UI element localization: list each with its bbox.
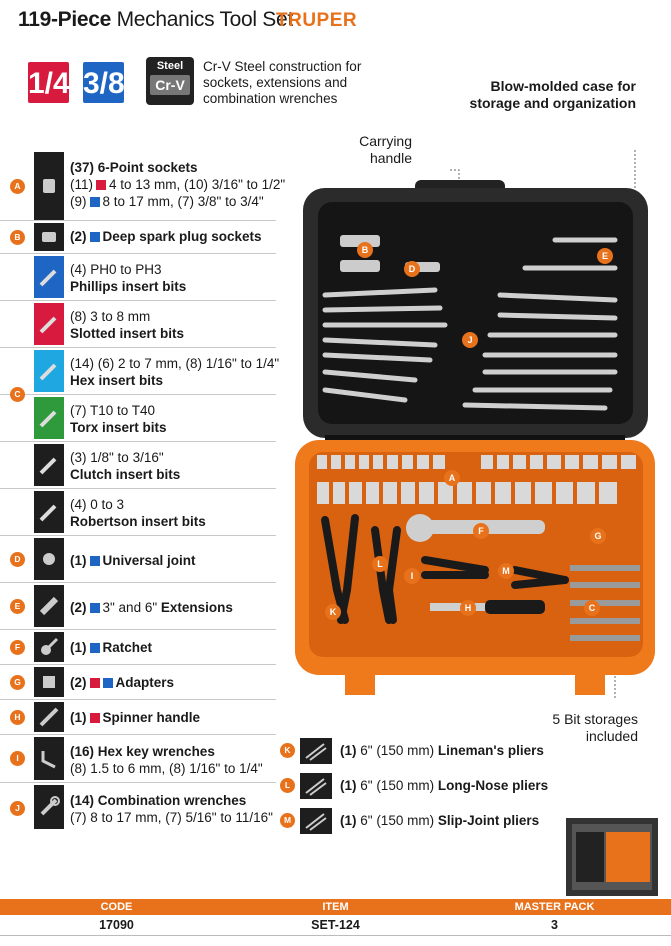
case-label-j: J — [467, 335, 473, 345]
list-item-lineman-pliers: K (1) 6" (150 mm) Lineman's pliers — [280, 738, 540, 764]
item-letter-b: B — [10, 230, 25, 245]
case-label-f: F — [478, 526, 484, 536]
handle-callout: Carrying handle — [359, 133, 412, 166]
page-title: 119-Piece Mechanics Tool Set — [18, 8, 293, 31]
item-letter-l: L — [280, 778, 295, 793]
deep-socket-icon — [34, 223, 64, 251]
spinner-handle-icon — [34, 702, 64, 732]
item-letter-f: F — [10, 640, 25, 655]
sockets-title: (37) 6-Point sockets — [70, 160, 198, 175]
case-label-h: H — [464, 603, 472, 613]
product-info-table — [0, 899, 671, 936]
item-letter-g: G — [10, 675, 25, 690]
list-item-extensions: E (2) 3" and 6" Extensions — [0, 583, 276, 630]
item-letter-i: I — [10, 751, 25, 766]
case-callout: Blow-molded case for storage and organization — [469, 78, 636, 111]
hex-bit-icon — [34, 350, 64, 392]
list-item-hex-bits: C (14) (6) 2 to 7 mm, (8) 1/16" to 1/4" Hex insert bits — [0, 348, 276, 395]
brand-logo: TRUPER — [276, 10, 358, 31]
phillips-bit-icon — [34, 256, 64, 298]
extension-icon — [34, 585, 64, 627]
list-item-spinner-handle: H (1) Spinner handle — [0, 700, 276, 735]
list-item-torx-bits: (7) T10 to T40 Torx insert bits — [0, 395, 276, 442]
item-letter-e: E — [10, 599, 25, 614]
steel-badge: Steel Cr-V — [146, 57, 194, 105]
list-item-hex-keys: I (16) Hex key wrenches (8) 1.5 to 6 mm, (8) 1/16" to 1/4" — [0, 735, 276, 783]
list-item-slip-joint-pliers: M (1) 6" (150 mm) Slip-Joint pliers — [280, 808, 540, 834]
pliers-icon — [300, 808, 332, 834]
case-label-a: A — [448, 473, 456, 483]
combination-wrench-icon — [34, 785, 64, 829]
socket-icon — [34, 152, 64, 220]
list-item-slotted-bits: (8) 3 to 8 mm Slotted insert bits — [0, 301, 276, 348]
sockets-three-eighths-sizes: (9) 8 to 17 mm, (7) 3/8" to 3/4" — [70, 194, 264, 209]
steel-description: Cr-V Steel construction for sockets, extensions and combination wrenches — [203, 59, 362, 106]
list-item-long-nose-pliers: L (1) 6" (150 mm) Long-Nose pliers — [280, 773, 540, 799]
torx-bit-icon — [34, 397, 64, 439]
packaging-thumbnail — [566, 818, 658, 896]
list-item-phillips-bits: (4) PH0 to PH3 Phillips insert bits — [0, 254, 276, 301]
case-label-m: M — [502, 566, 510, 576]
hex-key-icon — [34, 737, 64, 780]
list-item-ratchet: F (1) Ratchet — [0, 630, 276, 665]
pliers-icon — [300, 738, 332, 764]
list-item-clutch-bits: (3) 1/8" to 3/16" Clutch insert bits — [0, 442, 276, 489]
list-item-robertson-bits: (4) 0 to 3 Robertson insert bits — [0, 489, 276, 536]
list-item-adapters: G (2) Adapters — [0, 665, 276, 700]
case-label-e: E — [601, 251, 609, 261]
list-item-combination-wrenches: J (14) Combination wrenches (7) 8 to 17 mm, (7) 5/16" to 11/16" — [0, 783, 276, 831]
list-item-deep-sockets: B (2) Deep spark plug sockets — [0, 221, 276, 254]
ratchet-icon — [34, 632, 64, 662]
case-label-k: K — [329, 607, 337, 617]
list-item-sockets — [0, 152, 286, 221]
item-letter-m: M — [280, 813, 295, 828]
item-letter-a: A — [10, 179, 25, 194]
list-item-universal-joint: D (1) Universal joint — [0, 536, 276, 583]
table-header: CODE ITEM MASTER PACK — [0, 899, 671, 915]
clutch-bit-icon — [34, 444, 64, 486]
case-label-c: C — [588, 603, 596, 613]
bit-storage-callout: 5 Bit storages included — [552, 711, 638, 744]
item-letter-d: D — [10, 552, 25, 567]
item-letter-h: H — [10, 710, 25, 725]
item-letter-k: K — [280, 743, 295, 758]
item-letter-c: C — [10, 387, 25, 402]
case-label-l: L — [377, 559, 383, 569]
sockets-quarter-sizes: (11) 4 to 13 mm, (10) 3/16" to 1/2" — [70, 177, 286, 192]
case-label-d: D — [408, 264, 416, 274]
three-eighths-drive-badge: 3/8 — [83, 62, 124, 103]
case-label-b: B — [361, 245, 369, 255]
item-letter-j: J — [10, 801, 25, 816]
tool-case-image — [285, 150, 660, 705]
universal-joint-icon — [34, 538, 64, 580]
case-label-g: G — [594, 531, 602, 541]
pliers-icon — [300, 773, 332, 799]
case-label-i: I — [410, 571, 414, 581]
robertson-bit-icon — [34, 491, 64, 533]
table-row: 17090 SET-124 3 — [0, 915, 671, 936]
adapter-icon — [34, 667, 64, 697]
quarter-inch-drive-badge: 1/4 — [28, 62, 69, 103]
slotted-bit-icon — [34, 303, 64, 345]
